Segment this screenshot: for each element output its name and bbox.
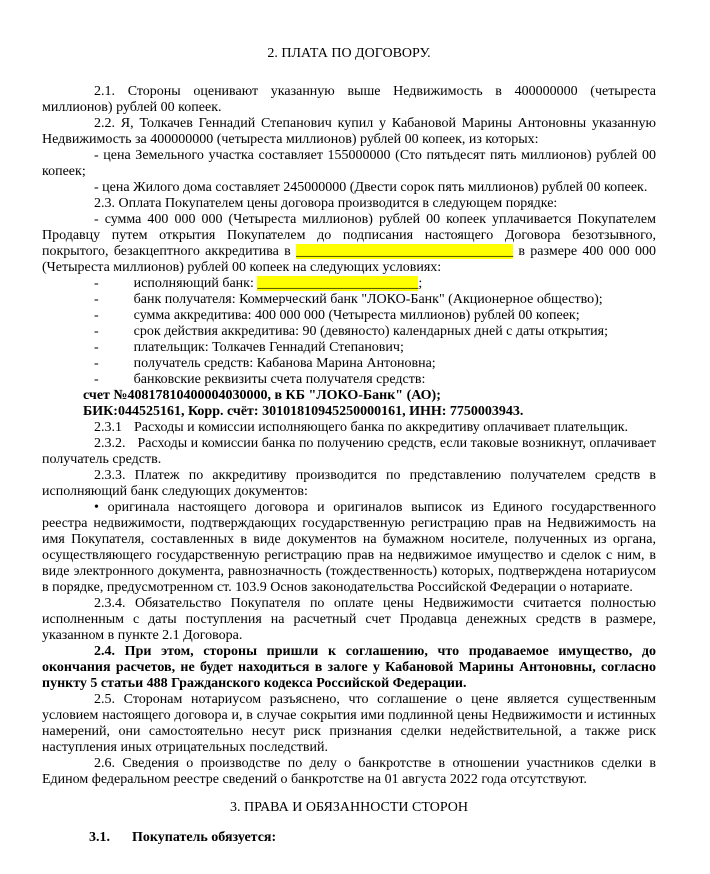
- clause-text: Расходы и комиссии исполняющего банка по аккредитиву оплачивает плательщик.: [134, 420, 629, 435]
- condition-item-payer: [42, 340, 656, 356]
- condition-item-requisites: [42, 372, 656, 388]
- clause-number: 2.3.2.: [94, 436, 126, 451]
- condition-text: банковские реквизиты счета получателя средств:: [133, 372, 426, 387]
- condition-item-executing-bank: [42, 276, 656, 292]
- price-item-land: - цена Земельного участка составляет 155000000 (Сто пятьдесят пять миллионов) рублей 00 копеек;: [42, 148, 656, 179]
- section-heading-rights: 3. ПРАВА И ОБЯЗАННОСТИ СТОРОН: [229, 800, 469, 815]
- para-2-1: 2.1. Стороны оценивают указанную выше Недвижимость в 400000000 (четыреста миллионов) рублей 00 копеек.: [42, 84, 656, 115]
- condition-suffix: ;: [418, 276, 423, 291]
- dash-marker: -: [94, 308, 99, 323]
- para-2-5: 2.5. Сторонам нотариусом разъяснено, что соглашение о цене является существенным условием настоящего договора и, в случае сокрытия ими подлинной цены Недвижимости и истинных намерений, они самостоятельно несут риск признания сделки недействительной, а также риск наступления иных отрицательных последствий.: [42, 692, 656, 755]
- credit-text-after: в размере 400 000 000 (Четыреста миллионов) рублей 00 копеек на следующих условиях:: [42, 244, 656, 275]
- dash-marker: -: [94, 372, 99, 387]
- condition-text: сумма аккредитива: 400 000 000 (Четыреста миллионов) рублей 00 копеек;: [133, 308, 580, 323]
- para-2-3-4: 2.3.4. Обязательство Покупателя по оплате цены Недвижимости считается полностью исполненным с даты поступления на расчетный счет Продавца денежных средств в размере, указанном в пункте 2.1 Договора.: [42, 596, 656, 643]
- section-heading-payment: 2. ПЛАТА ПО ДОГОВОРУ.: [267, 46, 431, 61]
- para-2-3-1: [42, 420, 656, 436]
- condition-text: банк получателя: Коммерческий банк "ЛОКО-Банк" (Акционерное общество);: [133, 292, 603, 307]
- dash-marker: -: [94, 292, 99, 307]
- clause-text: Расходы и комиссии банка по получению средств, если таковые возникнут, оплачивает получатель средств.: [42, 436, 656, 467]
- condition-text: получатель средств: Кабанова Марина Антоновна;: [133, 356, 436, 371]
- dash-marker: -: [94, 324, 99, 339]
- credit-terms-para: [42, 212, 656, 276]
- condition-item-credit-term: [42, 324, 656, 340]
- condition-item-recipient: [42, 356, 656, 372]
- credit-text-before: - сумма 400 000 000 (Четыреста миллионов) рублей 00 копеек уплачивается Покупателем Продавцу путем открытия Покупателем до подписания настоящего Договора безотзывного, покрытого, безакцептного аккредитива в: [42, 212, 656, 259]
- para-2-2: 2.2. Я, Толкачев Геннадий Степанович купил у Кабановой Марины Антоновны указанную Недвижимость за 400000000 (четыреста миллионов) рублей 00 копеек, из которых:: [42, 116, 656, 147]
- condition-item-credit-amount: [42, 308, 656, 324]
- highlighted-blank-executing-bank: _______________________: [257, 276, 419, 291]
- para-2-3-3: 2.3.3. Платеж по аккредитиву производится по представлению получателем средств в исполняющий банк следующих документов:: [42, 468, 656, 499]
- account-number-line: счет №40817810400004030000, в КБ "ЛОКО-Банк" (АО);: [83, 388, 441, 403]
- clause-number: 2.3.1: [94, 420, 122, 435]
- bullet-paragraph-documents: • оригинала настоящего договора и оригиналов выписок из Единого государственного реестра недвижимости, подтверждающих государственную регистрацию прав на Недвижимость на имя Покупателя, составленных в виде документов на бумажном носителе, полученных из органа, осуществляющего государственную регистрацию прав на недвижимое имущество и сделок с ним, в виде электронного документа, равнозначность (тождественность) которых, подтверждена нотариусом в порядке, предусмотренном ст. 103.9 Основ законодательства Российской Федерации о нотариате.: [42, 500, 656, 595]
- dash-marker: -: [94, 356, 99, 371]
- para-2-4: 2.4. При этом, стороны пришли к соглашению, что продаваемое имущество, до окончания расчетов, не будет находиться в залоге у Кабановой Марины Антоновны, согласно пункту 5 статьи 488 Гражданского кодекса Российской Федерации.: [42, 644, 656, 691]
- condition-item-beneficiary-bank: [42, 292, 656, 308]
- para-2-3: 2.3. Оплата Покупателем цены договора производится в следующем порядке:: [94, 196, 558, 211]
- condition-label: исполняющий банк:: [133, 276, 258, 291]
- condition-text: срок действия аккредитива: 90 (девяносто) календарных дней с даты открытия;: [133, 324, 608, 339]
- bik-requisites-line: БИК:044525161, Корр. счёт: 30101810945250000161, ИНН: 7750003943.: [83, 404, 524, 419]
- highlighted-blank-bank-name: _______________________________: [296, 244, 514, 259]
- dash-marker: -: [94, 276, 99, 291]
- dash-marker: -: [94, 340, 99, 355]
- para-3-1: [42, 830, 656, 846]
- clause-number: 3.1.: [89, 830, 110, 845]
- para-2-3-2: [42, 436, 656, 468]
- clause-text: Покупатель обязуется:: [132, 830, 277, 845]
- condition-text: плательщик: Толкачев Геннадий Степанович;: [133, 340, 404, 355]
- para-2-6: 2.6. Сведения о производстве по делу о банкротстве в отношении участников сделки в Едином федеральном реестре сведений о банкротстве на 01 августа 2022 года отсутствуют.: [42, 756, 656, 787]
- price-item-house: - цена Жилого дома составляет 245000000 (Двести сорок пять миллионов) рублей 00 копеек.: [94, 180, 648, 195]
